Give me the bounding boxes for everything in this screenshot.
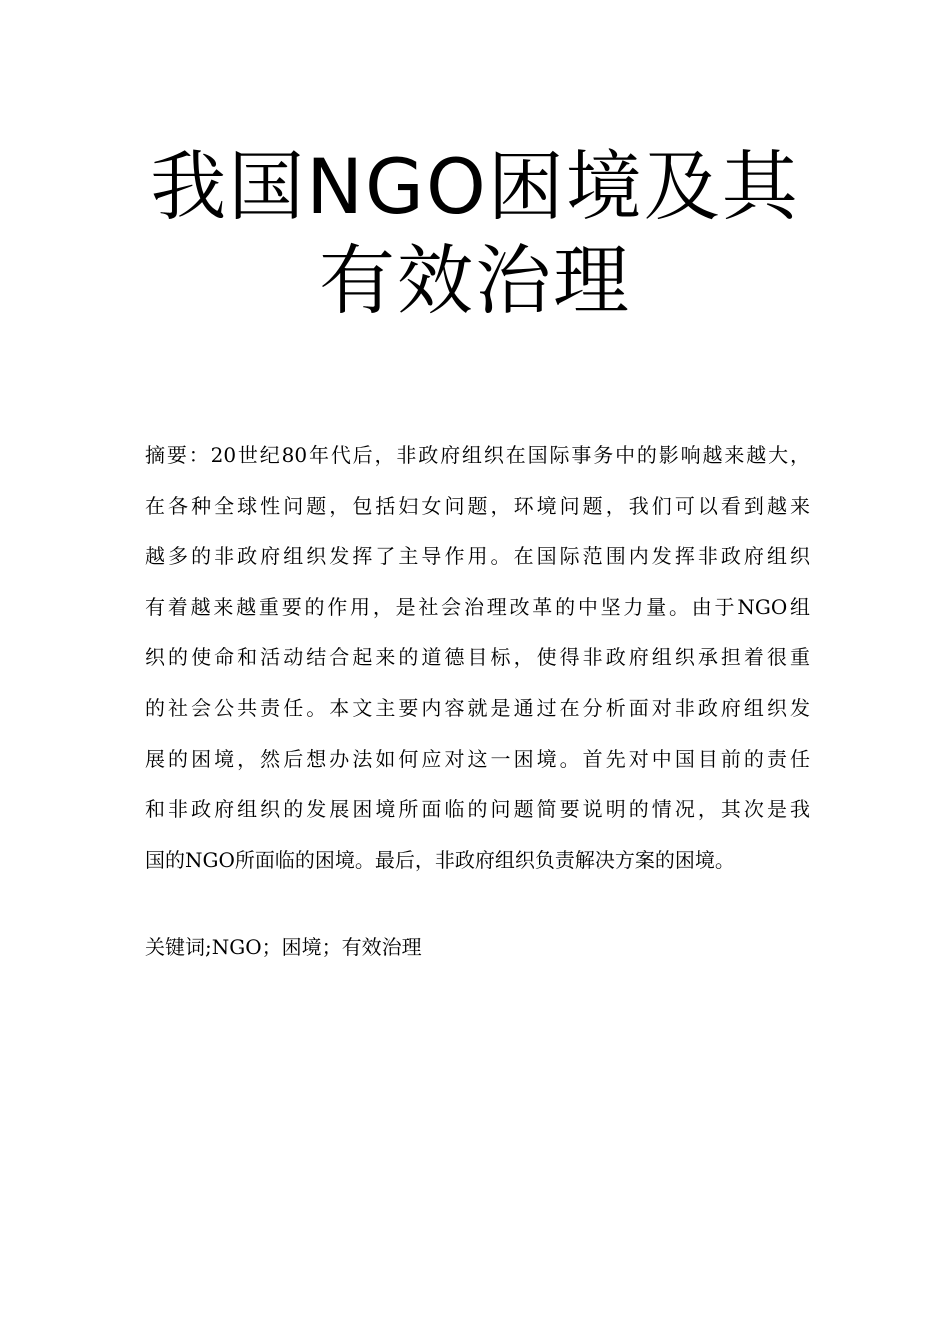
- abstract-line: 和非政府组织的发展困境所面临的问题简要说明的情况，其次是我: [145, 797, 810, 822]
- abstract-line: 在各种全球性问题，包括妇女问题，环境问题，我们可以看到越来: [145, 493, 810, 518]
- keywords-line: 关键词;NGO；困境；有效治理: [145, 935, 422, 959]
- title-line-2: 有效治理: [319, 236, 631, 325]
- abstract-line: 有着越来越重要的作用，是社会治理改革的中坚力量。由于NGO组: [145, 594, 810, 619]
- abstract-line: 国的NGO所面临的困境。最后，非政府组织负责解决方案的困境。: [145, 847, 735, 872]
- abstract-paragraph: [145, 430, 810, 885]
- abstract-line: 的社会公共责任。本文主要内容就是通过在分析面对非政府组织发: [145, 695, 810, 720]
- abstract-line: 展的困境，然后想办法如何应对这一困境。首先对中国目前的责任: [145, 746, 810, 771]
- title-line-1: 我国NGO困境及其: [150, 142, 800, 231]
- page-title: [100, 140, 850, 328]
- abstract-line: 摘要：20世纪80年代后，非政府组织在国际事务中的影响越来越大，: [145, 443, 810, 467]
- abstract-line: 织的使命和活动结合起来的道德目标，使得非政府组织承担着很重: [145, 645, 810, 670]
- abstract-line: 越多的非政府组织发挥了主导作用。在国际范围内发挥非政府组织: [145, 544, 810, 569]
